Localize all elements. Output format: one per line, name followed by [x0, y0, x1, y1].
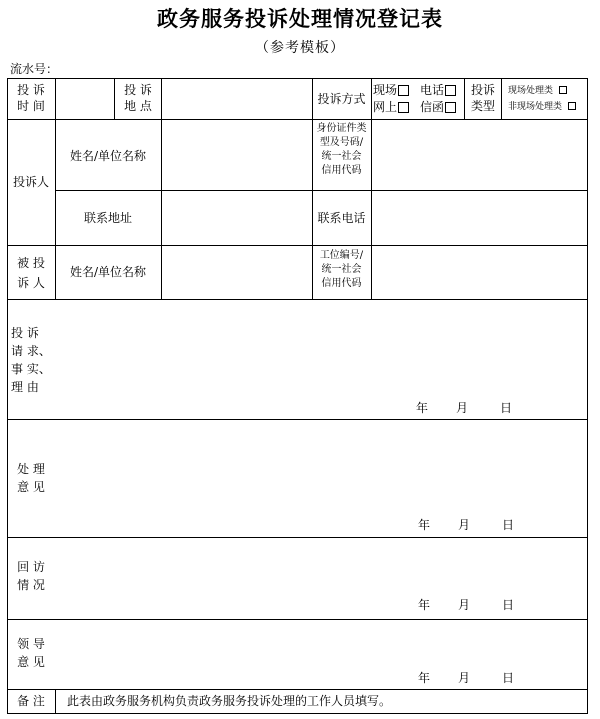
complainant-phone-value[interactable]: [373, 198, 585, 238]
method-option-online[interactable]: [373, 99, 409, 115]
leader-content-area[interactable]: [59, 623, 583, 668]
onsite-type-checkbox[interactable]: [559, 86, 567, 94]
type-option-offsite[interactable]: [508, 101, 576, 113]
table-border-bottom: [7, 713, 588, 714]
complaint-time-value[interactable]: [56, 88, 114, 108]
row-divider: [55, 190, 588, 191]
offsite-type-checkbox[interactable]: [568, 102, 576, 110]
callback-label: 回 访 情 况: [17, 560, 45, 592]
respondent-id-value[interactable]: [373, 250, 585, 295]
complainant-id-label: 身份证件类 型及号码/ 统一社会 信用代码: [316, 123, 367, 176]
leader-date: 年 月 日: [418, 671, 515, 685]
row-divider: [7, 245, 588, 246]
complainant-phone-label: 联系电话: [317, 211, 366, 225]
remark-label: 备 注: [17, 694, 45, 708]
method-option-label: 电话: [420, 83, 445, 97]
onsite-checkbox[interactable]: [398, 85, 409, 96]
table-border-right: [587, 78, 588, 714]
complainant-name-value[interactable]: [163, 128, 311, 183]
callback-content-area[interactable]: [59, 541, 583, 596]
row-divider: [7, 537, 588, 538]
callback-date: 年 月 日: [418, 598, 515, 612]
respondent-name-label: 姓名/单位名称: [69, 265, 147, 279]
request-label: 投 诉 请 求、 事 实、 理 由: [11, 326, 51, 394]
type-option-onsite[interactable]: [508, 85, 567, 97]
letter-checkbox[interactable]: [445, 102, 456, 113]
serial-number-label: 流水号：: [10, 62, 59, 76]
col-divider: [161, 78, 162, 300]
form-title: 政务服务投诉处理情况登记表: [157, 6, 443, 31]
col-divider: [371, 78, 372, 300]
row-divider: [7, 689, 588, 690]
complaint-place-label: 投 诉 地 点: [124, 83, 152, 113]
respondent-name-value[interactable]: [163, 250, 311, 295]
method-option-label: 信函: [420, 100, 445, 114]
complainant-address-label: 联系地址: [83, 211, 132, 225]
online-checkbox[interactable]: [398, 102, 409, 113]
complaint-type-label: 投诉 类型: [470, 83, 495, 113]
complaint-method-label: 投诉方式: [317, 92, 366, 106]
complaint-time-label: 投 诉 时 间: [17, 83, 45, 113]
type-option-label: 现场处理类: [508, 86, 554, 96]
complaint-place-value[interactable]: [163, 88, 311, 108]
complainant-section-label: 投诉人: [12, 175, 49, 189]
remark-text: 此表由政务服务机构负责政务服务投诉处理的工作人员填写。: [67, 694, 392, 708]
method-option-letter[interactable]: [420, 99, 456, 115]
request-content-area[interactable]: [59, 303, 583, 398]
col-divider: [55, 689, 56, 714]
leader-label: 领 导 意 见: [17, 637, 45, 669]
method-option-onsite[interactable]: [373, 82, 409, 98]
handling-content-area[interactable]: [59, 423, 583, 513]
request-date: 年 月 日: [416, 401, 513, 415]
form-subtitle: （参考模板）: [255, 40, 345, 56]
complainant-id-value[interactable]: [373, 128, 585, 183]
row-divider: [7, 619, 588, 620]
row-divider: [7, 299, 588, 300]
col-divider: [501, 78, 502, 120]
respondent-id-label: 工位编号/ 统一社会 信用代码: [319, 250, 364, 289]
handling-date: 年 月 日: [418, 518, 515, 532]
phone-checkbox[interactable]: [445, 85, 456, 96]
type-option-label: 非现场处理类: [508, 102, 563, 112]
respondent-section-label: 被 投 诉 人: [17, 256, 45, 290]
complainant-name-label: 姓名/单位名称: [69, 149, 147, 163]
method-option-label: 现场: [373, 83, 398, 97]
row-divider: [7, 419, 588, 420]
complainant-address-value[interactable]: [163, 198, 311, 238]
handling-label: 处 理 意 见: [17, 462, 45, 494]
registration-table: [7, 78, 588, 714]
method-option-label: 网上: [373, 100, 398, 114]
method-option-phone[interactable]: [420, 82, 456, 98]
